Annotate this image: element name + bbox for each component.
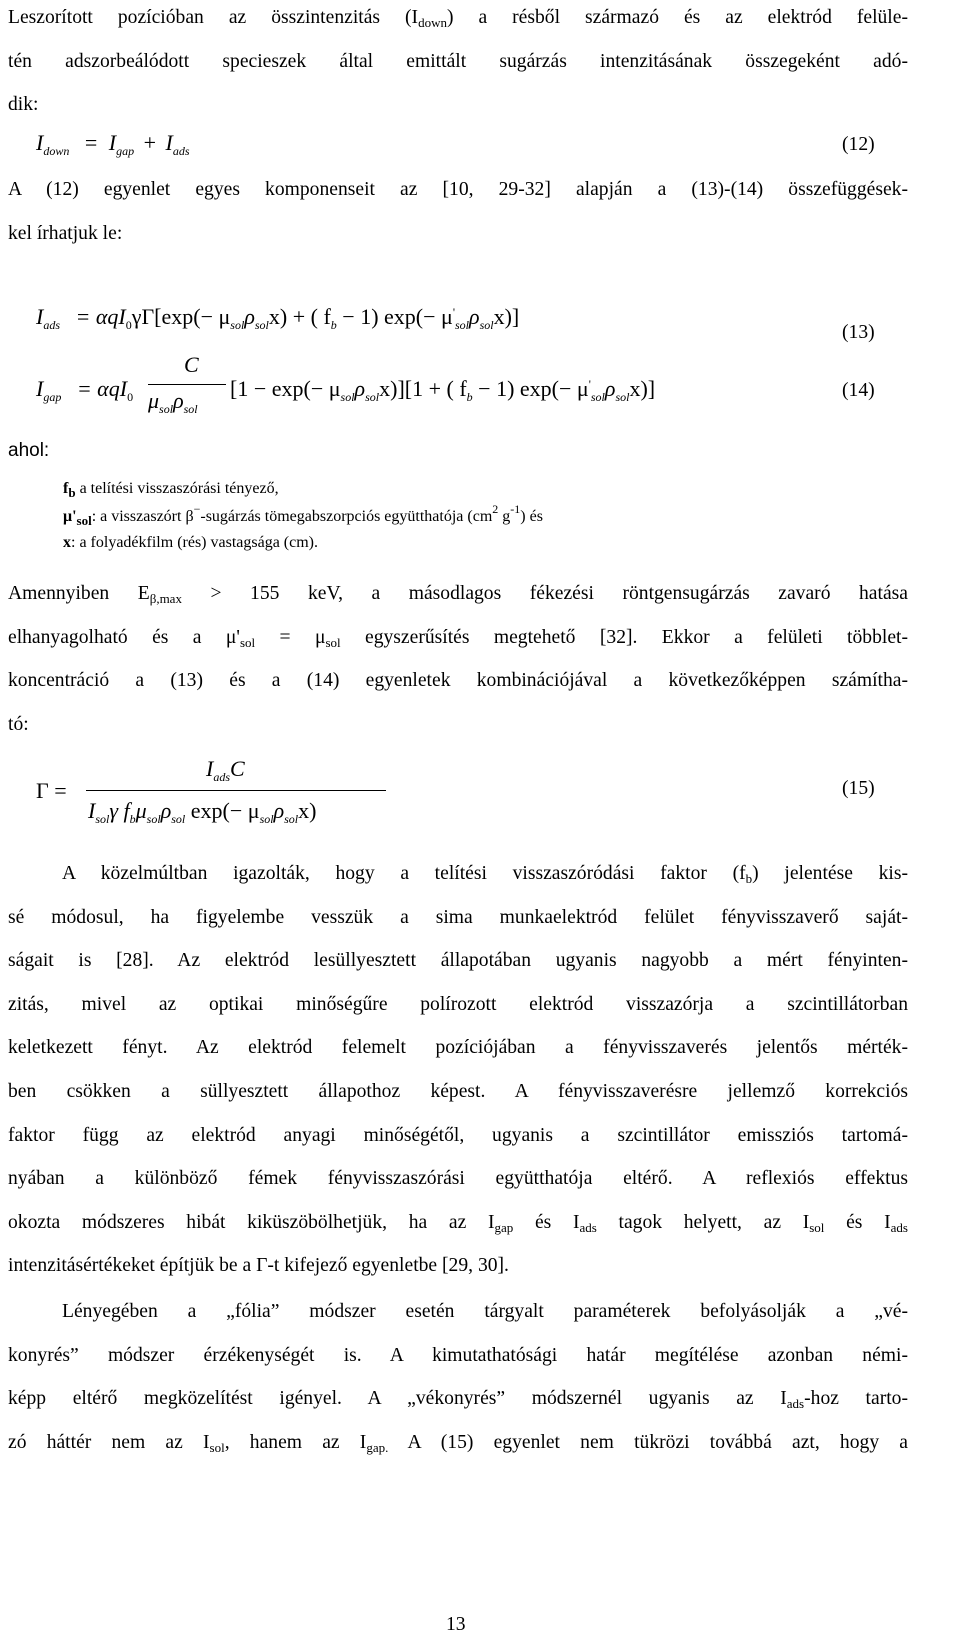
definition-fb: $f_b$ a telítési visszaszórási tényező,: [63, 480, 279, 500]
ahol-label: ahol:: [8, 440, 50, 461]
equation-15-denominator: $I_{sol}\gamma$ $f_b\mu_{sol}\rho_{sol}$ $\exp(- \mu_{sol}\rho_{sol}x)$: [88, 798, 317, 826]
equation-14-number: (14): [842, 380, 875, 401]
paragraph-components: A (12) egyenlet egyes komponenseit az [10, 29-32] alapján a (13)-(14) összefüggések- kel írhatjuk le:: [8, 179, 908, 244]
equation-15-numerator: $I_{ads}C$: [206, 756, 245, 784]
equation-15-number: (15): [842, 778, 875, 799]
definition-mu-sol: $\mu'_{sol}$: a visszaszórt β−-sugárzás tömegabszorpciós együtthatója ($cm^2$ $g^{-1}$) és: [63, 502, 543, 528]
equation-14-fraction-bar: [148, 384, 226, 385]
definition-list: [63, 478, 823, 554]
definition-x: x: a folyadékfilm (rés) vastagsága (cm).: [63, 534, 319, 551]
equation-15-fraction-bar: [86, 790, 386, 791]
equation-14-numerator: C: [184, 352, 199, 377]
equation-12-number: (12): [842, 134, 875, 155]
page-number: 13: [446, 1614, 466, 1635]
paragraph-simplification: Amennyiben $E_{\beta,max} > 155$ keV, a másodlagos fékezési röntgensugárzás zavaró hatása elhanyagolható és a $\mu'_{sol} = \mu_{sol}$ egyszerűsítés megtehető [32]. Ekkor a felületi többlet- koncentráció a (13) és a (14) egyenletek kombinációjával a következőképpen számítha- tó:: [8, 583, 908, 735]
paragraph-intro: Leszorított pozícióban az összintenzitás $(I_{down})$ a résből származó és az elektród felüle- tén adszorbeálódott specieszek által emittált sugárzás intenzitásának összegeként adó- dik:: [8, 7, 908, 116]
equation-13-number: (13): [842, 322, 875, 343]
equation-12: $I_{down} = I_{gap} + I_{ads}$: [36, 130, 190, 158]
equation-15-lhs: Γ =: [36, 778, 67, 803]
equation-14-body: $[1 - \exp(- \mu_{sol}\rho_{sol}x)][1$ + ( $f_b - 1$) $\exp(- \mu'_{sol}\rho_{sol}x)$]: [230, 376, 656, 404]
equation-13: $I_{ads} = \alpha qI_0\gamma\Gamma[\exp(- \mu_{sol}\rho_{sol}x)$ + ( $f_b - 1$) $\exp(- \mu'_{sol}\rho_{sol}x)$]: [36, 304, 520, 332]
equation-14: $I_{gap} = \alpha qI_0$: [36, 376, 134, 404]
paragraph-reflection: A közelmúltban igazolták, hogy a telítési visszaszóródási faktor $(f_b)$ jelentése kis- sé módosul, ha figyelembe vesszük a sima munkaelektród felület fényvisszaverő saját- ságait is [28]. Az elektród lesüllyesztett állapotában ugyanis nagyobb a mért fényinten- zitás, mivel az optikai minőségűre polírozott elektród visszazórja a szcintillátorban keletkezett fényt. Az elektród felemelt pozíciójában a fényvisszaverés jelentős mérték- ben csökken a süllyesztett állapothoz képest. A fényvisszaverésre jellemző korrekciós faktor függ az elektród anyagi minőségétől, ugyanis a szcintillátor emissziós tartomá- nyában a különböző fémek fényvisszaszórási együtthatója eltérő. A reflexiós effektus okozta módszeres hibát kiküszöbölhetjük, ha az $I_{gap}$ és $I_{ads}$ tagok helyett, az $I_{sol}$ és $I_{ads}$ intenzitásértékeket építjük be a Γ-t kifejező egyenletbe [29, 30].: [8, 863, 908, 1277]
paragraph-thin-gap: Lényegében a „fólia” módszer esetén tárgyalt paraméterek befolyásolják a „vé- konyrés” módszer érzékenységét is. A kimutathatósági határ megítélése azonban némi- képp eltérő megközelítést igényel. A „vékonyrés” módszernél ugyanis az $I_{ads}$-hoz tarto- zó háttér nem az $I_{sol}$, hanem az $I_{gap.}$ A (15) egyenlet nem tükrözi továbbá azt, hogy a: [8, 1301, 909, 1455]
equation-14-denominator: $\mu_{sol}\rho_{sol}$: [148, 388, 198, 416]
